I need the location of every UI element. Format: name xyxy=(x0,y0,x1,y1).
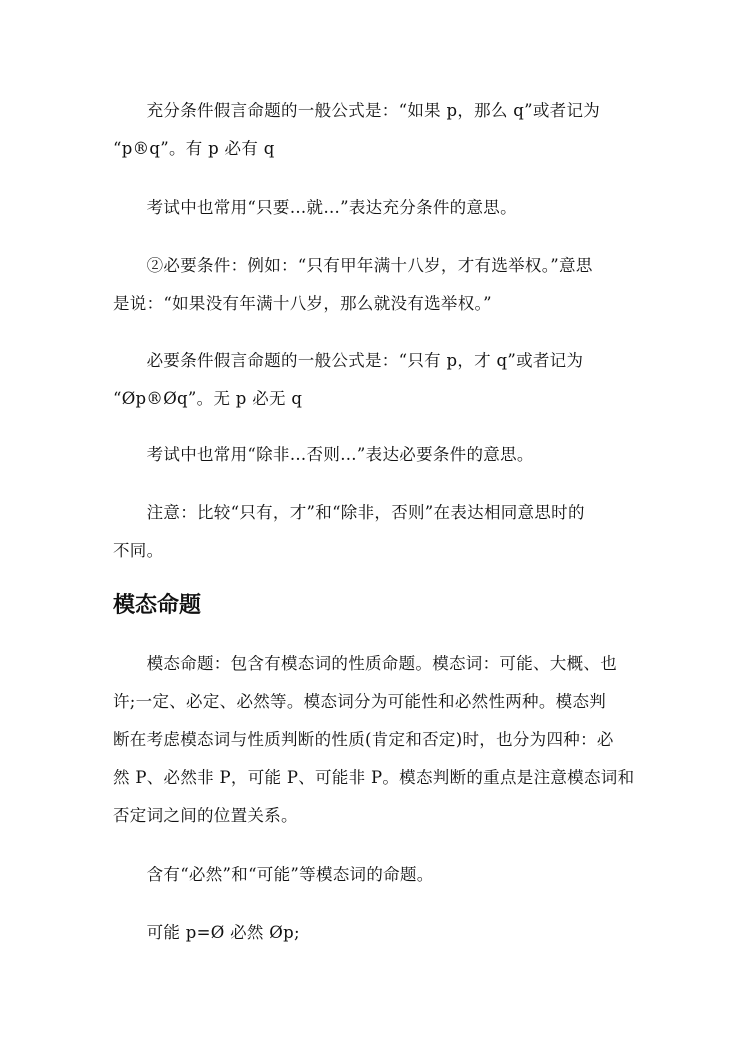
text-line: “p®q”。有 p 必有 q xyxy=(113,139,275,158)
paragraph-necessary-usage xyxy=(113,436,633,474)
paragraph-necessary-formula xyxy=(113,342,633,418)
paragraph-modal-formula xyxy=(113,914,633,952)
text-line: 不同。 xyxy=(113,541,164,560)
text-line: ②必要条件：例如：“只有甲年满十八岁，才有选举权。”意思 xyxy=(113,256,593,275)
paragraph-modal-definition xyxy=(113,645,633,835)
paragraph-necessary-example xyxy=(113,247,633,323)
paragraph-sufficient-formula xyxy=(113,92,633,168)
text-line: 考试中也常用“只要…就…”表达充分条件的意思。 xyxy=(113,198,517,217)
paragraph-modal-words xyxy=(113,856,633,894)
text-line: 充分条件假言命题的一般公式是：“如果 p，那么 q”或者记为 xyxy=(113,101,601,120)
text-line: 然 P、必然非 P，可能 P、可能非 P。模态判断的重点是注意模态词和 xyxy=(113,768,635,787)
section-heading: 模态命题 xyxy=(113,593,202,618)
text-line: 否定词之间的位置关系。 xyxy=(113,806,298,825)
text-line: 许;一定、必定、必然等。模态词分为可能性和必然性两种。模态判 xyxy=(113,692,607,711)
text-line: “Øp®Øq”。无 p 必无 q xyxy=(113,389,303,408)
text-line: 可能 p=Ø 必然 Øp; xyxy=(113,923,300,942)
text-line: 模态命题：包含有模态词的性质命题。模态词：可能、大概、也 xyxy=(113,654,617,673)
text-line: 考试中也常用“除非…否则…”表达必要条件的意思。 xyxy=(113,445,534,464)
text-line: 含有“必然”和“可能”等模态词的命题。 xyxy=(113,865,434,884)
text-line: 注意：比较“只有，才”和“除非，否则”在表达相同意思时的 xyxy=(113,503,585,522)
paragraph-sufficient-usage xyxy=(113,189,633,227)
paragraph-note xyxy=(113,494,633,570)
text-line: 断在考虑模态词与性质判断的性质(肯定和否定)时，也分为四种：必 xyxy=(113,730,614,749)
text-line: 必要条件假言命题的一般公式是：“只有 p，才 q”或者记为 xyxy=(113,351,584,370)
text-line: 是说：“如果没有年满十八岁，那么就没有选举权。” xyxy=(113,294,492,313)
